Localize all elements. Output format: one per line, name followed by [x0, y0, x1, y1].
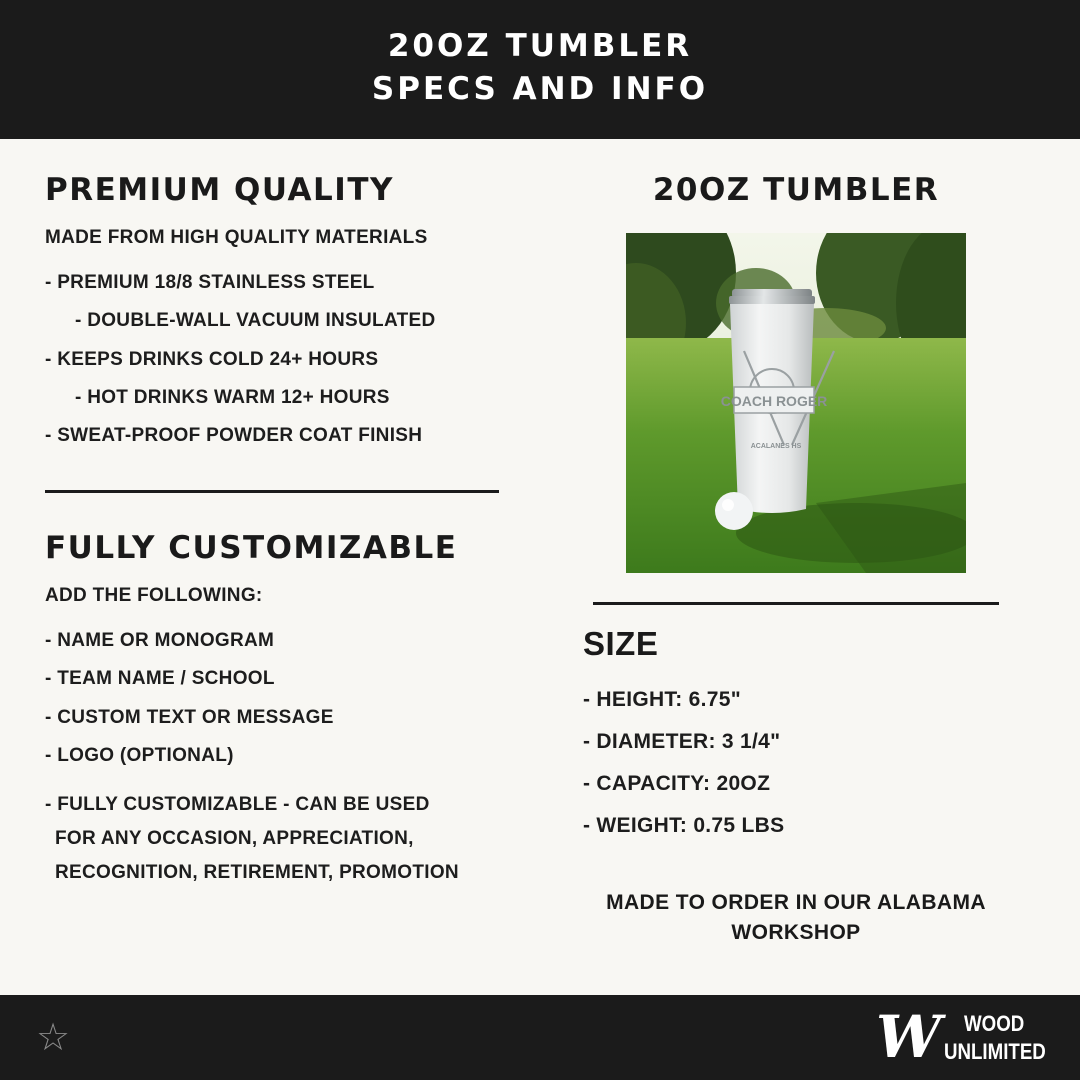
made-to-order-note	[583, 888, 1009, 948]
wood-unlimited-logo	[876, 1003, 1056, 1071]
engraving-name: COACH ROGER	[720, 393, 828, 409]
premium-item: - DOUBLE-WALL VACUUM INSULATED	[75, 310, 436, 331]
header-title-line1: 20OZ TUMBLER	[387, 28, 693, 64]
size-heading: SIZE	[583, 625, 659, 662]
premium-item: - HOT DRINKS WARM 12+ HOURS	[75, 387, 390, 408]
custom-item: - NAME OR MONOGRAM	[45, 630, 275, 651]
size-item: - CAPACITY: 20OZ	[583, 772, 771, 795]
premium-quality-subtitle: MADE FROM HIGH QUALITY MATERIALS	[45, 227, 428, 248]
premium-item: - SWEAT-PROOF POWDER COAT FINISH	[45, 425, 423, 446]
made-line2: WORKSHOP	[731, 921, 861, 944]
custom-note-line: FOR ANY OCCASION, APPRECIATION,	[55, 828, 414, 849]
premium-item: - KEEPS DRINKS COLD 24+ HOURS	[45, 349, 379, 370]
premium-quality-heading: PREMIUM QUALITY	[45, 172, 394, 208]
size-item: - WEIGHT: 0.75 LBS	[583, 814, 785, 837]
divider-left	[45, 490, 499, 493]
custom-note-line: - FULLY CUSTOMIZABLE - CAN BE USED	[45, 794, 430, 815]
star-outline-icon[interactable]: ☆	[36, 1015, 71, 1059]
engraving-subtext: ACALANES HS	[750, 443, 802, 450]
custom-item: - CUSTOM TEXT OR MESSAGE	[45, 707, 334, 728]
logo-line1: WOOD	[964, 1011, 1025, 1036]
size-item: - HEIGHT: 6.75"	[583, 688, 741, 711]
header-title-line2: SPECS AND INFO	[371, 71, 709, 107]
made-line1: MADE TO ORDER IN OUR ALABAMA	[606, 891, 986, 914]
logo-line2: UNLIMITED	[944, 1039, 1046, 1064]
fully-customizable-heading: FULLY CUSTOMIZABLE	[45, 530, 458, 566]
divider-right	[593, 602, 999, 605]
custom-item: - TEAM NAME / SCHOOL	[45, 668, 275, 689]
logo-mark: W	[876, 1003, 934, 1071]
size-item: - DIAMETER: 3 1/4"	[583, 730, 781, 753]
header-banner	[0, 0, 1080, 139]
custom-item: - LOGO (OPTIONAL)	[45, 745, 234, 766]
footer-bar	[0, 995, 1080, 1080]
product-photo	[626, 233, 966, 573]
product-title: 20OZ TUMBLER	[652, 172, 940, 208]
customizable-subtitle: ADD THE FOLLOWING:	[45, 585, 263, 606]
premium-item: - PREMIUM 18/8 STAINLESS STEEL	[45, 272, 375, 293]
custom-note-line: RECOGNITION, RETIREMENT, PROMOTION	[55, 862, 459, 883]
